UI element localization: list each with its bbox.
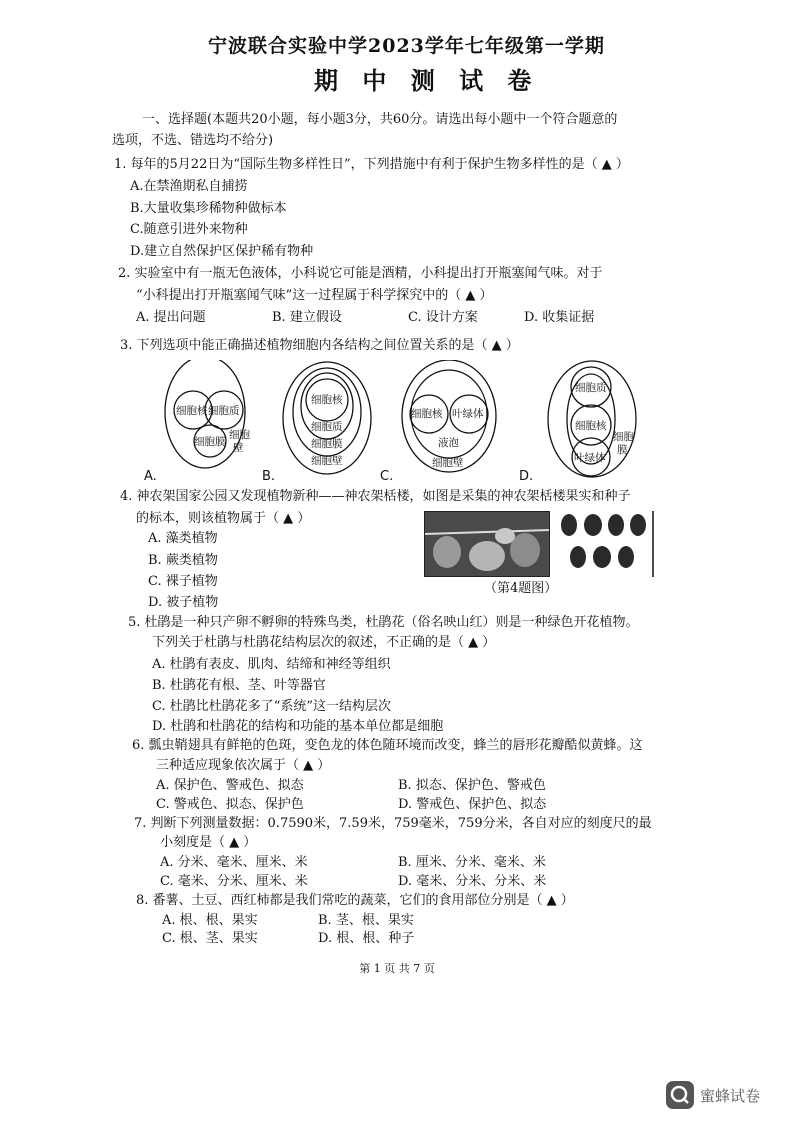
q3-stem: 3. 下列选项中能正确描述植物细胞内各结构之间位置关系的是（ ▲ ） — [120, 338, 519, 353]
q6-stem-line1: 6. 瓢虫鞘翅具有鲜艳的色斑，变色龙的体色随环境而改变，蜂兰的唇形花瓣酷似黄蜂。这 — [132, 738, 643, 753]
q3c-chloroplast-label: 叶绿体 — [452, 408, 484, 420]
q3-option-d: D. — [519, 469, 534, 484]
q4-stem-line2: 的标本，则该植物属于（ ▲ ） — [136, 511, 311, 526]
q5-option-b: B. 杜鹃花有根、茎、叶等器官 — [152, 678, 326, 693]
q3-option-b: B. — [262, 469, 276, 484]
q5-option-a: A. 杜鹃有表皮、肌肉、结缔和神经等组织 — [152, 657, 391, 672]
section-instructions-line1: 一、选择题(本题共20小题，每小题3分，共60分。请选出每小题中一个符合题意的 — [142, 112, 618, 127]
q4-option-c: C. 裸子植物 — [148, 574, 218, 589]
q2-option-a: A. 提出问题 — [136, 310, 206, 325]
q7-option-c: C. 毫米、分米、厘米、米 — [160, 874, 308, 889]
q2-option-d: D. 收集证据 — [524, 310, 595, 325]
q6-option-b: B. 拟态、保护色、警戒色 — [398, 778, 546, 793]
section-instructions-line2: 选项，不选、错选均不给分) — [112, 133, 274, 148]
q8-stem: 8. 番薯、土豆、西红柿都是我们常吃的蔬菜，它们的食用部位分别是（ ▲ ） — [136, 893, 574, 908]
q3-option-a: A. — [144, 469, 157, 484]
q3b-wall-label: 细胞壁 — [311, 455, 343, 467]
q3a-wall-label-1: 细胞 — [229, 429, 250, 441]
q2-stem-line1: 2. 实验室中有一瓶无色液体，小科说它可能是酒精，小科提出打开瓶塞闻气味。对于 — [118, 266, 603, 281]
q1-option-d: D.建立自然保护区保护稀有物种 — [130, 244, 314, 259]
q3a-cytoplasm-label: 细胞质 — [208, 405, 240, 417]
q3-option-c: C. — [380, 469, 394, 484]
q4-option-b: B. 蕨类植物 — [148, 553, 218, 568]
q3b-nucleus-label: 细胞核 — [311, 394, 343, 406]
q8-option-c: C. 根、茎、果实 — [162, 931, 258, 946]
q3a-nucleus-label: 细胞核 — [176, 405, 208, 417]
q3-cell-diagrams — [0, 360, 794, 485]
q3b-membrane-label: 细胞膜 — [311, 438, 343, 450]
q5-stem-line2: 下列关于杜鹃与杜鹃花结构层次的叙述，不正确的是（ ▲ ） — [152, 635, 496, 650]
q8-option-a: A. 根、根、果实 — [162, 913, 258, 928]
q3c-wall-label: 细胞壁 — [432, 457, 464, 469]
q2-stem-line2: “小科提出打开瓶塞闻气味”这一过程属于科学探究中的（ ▲ ） — [136, 288, 493, 303]
q2-option-b: B. 建立假设 — [272, 310, 342, 325]
q4-fruit-photo — [424, 511, 550, 577]
q8-option-b: B. 茎、根、果实 — [318, 913, 414, 928]
q4-option-d: D. 被子植物 — [148, 595, 219, 610]
q3d-chloroplast-label: 叶绿体 — [574, 452, 606, 464]
q6-option-a: A. 保护色、警戒色、拟态 — [156, 778, 304, 793]
watermark-text: 蜜蜂试卷 — [700, 1087, 761, 1105]
q1-stem: 1. 每年的5月22日为“国际生物多样性日”，下列措施中有利于保护生物多样性的是（ ▲ ） — [114, 157, 629, 172]
q8-option-d: D. 根、根、种子 — [318, 931, 415, 946]
q7-option-a: A. 分米、毫米、厘米、米 — [160, 855, 308, 870]
q1-option-b: B.大量收集珍稀物种做标本 — [130, 201, 287, 216]
q1-option-c: C.随意引进外来物种 — [130, 222, 248, 237]
q3c-nucleus-label: 细胞核 — [411, 408, 443, 420]
q5-option-d: D. 杜鹃和杜鹃花的结构和功能的基本单位都是细胞 — [152, 719, 444, 734]
q7-option-d: D. 毫米、分米、分米、米 — [398, 874, 547, 889]
exam-title: 宁波联合实验中学2023学年七年级第一学期 — [208, 35, 605, 57]
q7-option-b: B. 厘米、分米、毫米、米 — [398, 855, 546, 870]
watermark-logo — [664, 1078, 774, 1112]
q3a-membrane-label: 细胞膜 — [194, 436, 226, 448]
q4-figure-caption: （第4题图） — [484, 581, 558, 596]
q4-stem-line1: 4. 神农架国家公园又发现植物新种——神农架栝楼，如图是采集的神农架栝楼果实和种子 — [120, 489, 631, 504]
q6-option-c: C. 警戒色、拟态、保护色 — [156, 797, 304, 812]
q6-stem-line2: 三种适应现象依次属于（ ▲ ） — [156, 758, 331, 773]
q7-stem-line1: 7. 判断下列测量数据：0.7590米，7.59米，759毫米，759分米，各自对应的刻度尺的最 — [134, 816, 652, 831]
q5-option-c: C. 杜鹃比杜鹃花多了“系统”这一结构层次 — [152, 699, 392, 714]
q4-option-a: A. 藻类植物 — [148, 531, 218, 546]
q3d-membrane-label-2: 膜 — [617, 444, 628, 456]
q6-option-d: D. 警戒色、保护色、拟态 — [398, 797, 547, 812]
q3d-membrane-label-1: 细胞 — [613, 431, 634, 443]
q3d-nucleus-label: 细胞核 — [575, 420, 607, 432]
exam-subtitle: 期 中 测 试 卷 — [314, 66, 540, 95]
q2-option-c: C. 设计方案 — [408, 310, 478, 325]
q3c-vacuole-label: 液泡 — [438, 437, 459, 449]
q1-option-a: A.在禁渔期私自捕捞 — [130, 179, 248, 194]
q3d-cytoplasm-label: 细胞质 — [575, 382, 607, 394]
q4-seed-photo — [558, 511, 654, 577]
page-number: 第 1 页 共 7 页 — [359, 962, 435, 975]
q3a-wall-label-2: 壁 — [233, 442, 244, 454]
q3b-cytoplasm-label: 细胞质 — [311, 421, 343, 433]
q5-stem-line1: 5. 杜鹃是一种只产卵不孵卵的特殊鸟类，杜鹃花（俗名映山红）则是一种绿色开花植物。 — [128, 615, 639, 630]
q7-stem-line2: 小刻度是（ ▲ ） — [160, 835, 257, 850]
